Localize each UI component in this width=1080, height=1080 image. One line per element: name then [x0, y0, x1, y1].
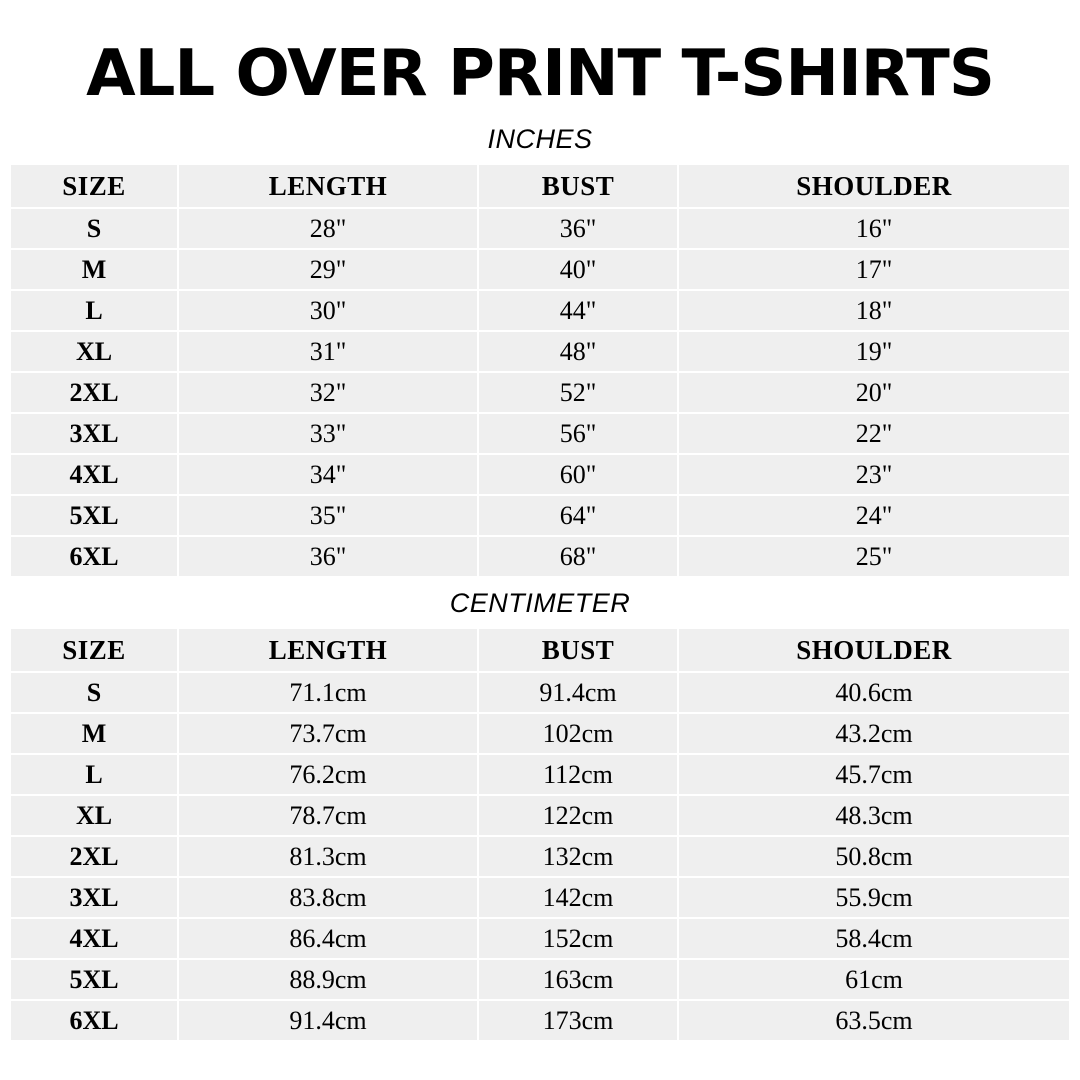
cell-bust: 132cm: [478, 836, 678, 877]
cell-size: L: [10, 754, 178, 795]
table-row: [10, 331, 1070, 372]
cell-shoulder: 50.8cm: [678, 836, 1070, 877]
cell-length: 30": [178, 290, 478, 331]
cell-length: 83.8cm: [178, 877, 478, 918]
cell-size: 2XL: [10, 372, 178, 413]
cell-size: 5XL: [10, 495, 178, 536]
cell-shoulder: 16": [678, 208, 1070, 249]
cell-length: 36": [178, 536, 478, 577]
cell-shoulder: 22": [678, 413, 1070, 454]
cell-bust: 44": [478, 290, 678, 331]
cell-length: 76.2cm: [178, 754, 478, 795]
cell-bust: 163cm: [478, 959, 678, 1000]
cell-length: 35": [178, 495, 478, 536]
size-table-inches: [9, 163, 1071, 578]
cell-shoulder: 48.3cm: [678, 795, 1070, 836]
cell-bust: 173cm: [478, 1000, 678, 1041]
table-row: [10, 495, 1070, 536]
cell-length: 78.7cm: [178, 795, 478, 836]
table-row: [10, 959, 1070, 1000]
cell-size: S: [10, 672, 178, 713]
table-row: [10, 877, 1070, 918]
page-title: ALL OVER PRINT T-SHIRTS: [86, 37, 994, 111]
cell-length: 29": [178, 249, 478, 290]
cell-size: 2XL: [10, 836, 178, 877]
cell-bust: 64": [478, 495, 678, 536]
cell-shoulder: 55.9cm: [678, 877, 1070, 918]
table-row: [10, 836, 1070, 877]
cell-bust: 142cm: [478, 877, 678, 918]
cell-bust: 36": [478, 208, 678, 249]
cell-bust: 48": [478, 331, 678, 372]
cell-length: 73.7cm: [178, 713, 478, 754]
column-header-bust: BUST: [478, 628, 678, 672]
cell-length: 28": [178, 208, 478, 249]
cell-size: L: [10, 290, 178, 331]
cell-size: M: [10, 713, 178, 754]
cell-size: 3XL: [10, 877, 178, 918]
cell-size: S: [10, 208, 178, 249]
cell-bust: 102cm: [478, 713, 678, 754]
cell-shoulder: 58.4cm: [678, 918, 1070, 959]
cell-size: 4XL: [10, 454, 178, 495]
cell-shoulder: 20": [678, 372, 1070, 413]
cell-size: 4XL: [10, 918, 178, 959]
cell-bust: 68": [478, 536, 678, 577]
cell-shoulder: 19": [678, 331, 1070, 372]
table-row: [10, 918, 1070, 959]
cell-length: 88.9cm: [178, 959, 478, 1000]
unit-label-inches: INCHES: [487, 124, 593, 154]
cell-bust: 91.4cm: [478, 672, 678, 713]
cell-bust: 60": [478, 454, 678, 495]
table-row: [10, 754, 1070, 795]
column-header-length: LENGTH: [178, 164, 478, 208]
size-table-centimeter: [9, 627, 1071, 1042]
cell-shoulder: 40.6cm: [678, 672, 1070, 713]
column-header-size: SIZE: [10, 164, 178, 208]
cell-length: 91.4cm: [178, 1000, 478, 1041]
cell-shoulder: 25": [678, 536, 1070, 577]
cell-shoulder: 24": [678, 495, 1070, 536]
table-row: [10, 290, 1070, 331]
table-row: [10, 536, 1070, 577]
column-header-size: SIZE: [10, 628, 178, 672]
cell-shoulder: 61cm: [678, 959, 1070, 1000]
cell-size: 3XL: [10, 413, 178, 454]
cell-shoulder: 63.5cm: [678, 1000, 1070, 1041]
column-header-length: LENGTH: [178, 628, 478, 672]
cell-shoulder: 23": [678, 454, 1070, 495]
cell-length: 33": [178, 413, 478, 454]
cell-shoulder: 17": [678, 249, 1070, 290]
table-row: [10, 795, 1070, 836]
table-row: [10, 672, 1070, 713]
table-header-row: [10, 628, 1070, 672]
cell-bust: 152cm: [478, 918, 678, 959]
table-row: [10, 713, 1070, 754]
cell-bust: 52": [478, 372, 678, 413]
table-row: [10, 372, 1070, 413]
cell-bust: 40": [478, 249, 678, 290]
column-header-bust: BUST: [478, 164, 678, 208]
cell-size: XL: [10, 331, 178, 372]
column-header-shoulder: SHOULDER: [678, 164, 1070, 208]
table-row: [10, 1000, 1070, 1041]
cell-length: 31": [178, 331, 478, 372]
cell-bust: 56": [478, 413, 678, 454]
cell-shoulder: 43.2cm: [678, 713, 1070, 754]
unit-label-centimeter: CENTIMETER: [449, 588, 631, 618]
cell-size: M: [10, 249, 178, 290]
cell-shoulder: 45.7cm: [678, 754, 1070, 795]
cell-length: 32": [178, 372, 478, 413]
cell-bust: 112cm: [478, 754, 678, 795]
cell-shoulder: 18": [678, 290, 1070, 331]
table-row: [10, 413, 1070, 454]
table-row: [10, 454, 1070, 495]
table-row: [10, 249, 1070, 290]
cell-length: 86.4cm: [178, 918, 478, 959]
table-row: [10, 208, 1070, 249]
cell-size: 6XL: [10, 536, 178, 577]
cell-length: 34": [178, 454, 478, 495]
cell-length: 71.1cm: [178, 672, 478, 713]
cell-length: 81.3cm: [178, 836, 478, 877]
cell-size: XL: [10, 795, 178, 836]
cell-size: 6XL: [10, 1000, 178, 1041]
column-header-shoulder: SHOULDER: [678, 628, 1070, 672]
table-header-row: [10, 164, 1070, 208]
cell-size: 5XL: [10, 959, 178, 1000]
cell-bust: 122cm: [478, 795, 678, 836]
